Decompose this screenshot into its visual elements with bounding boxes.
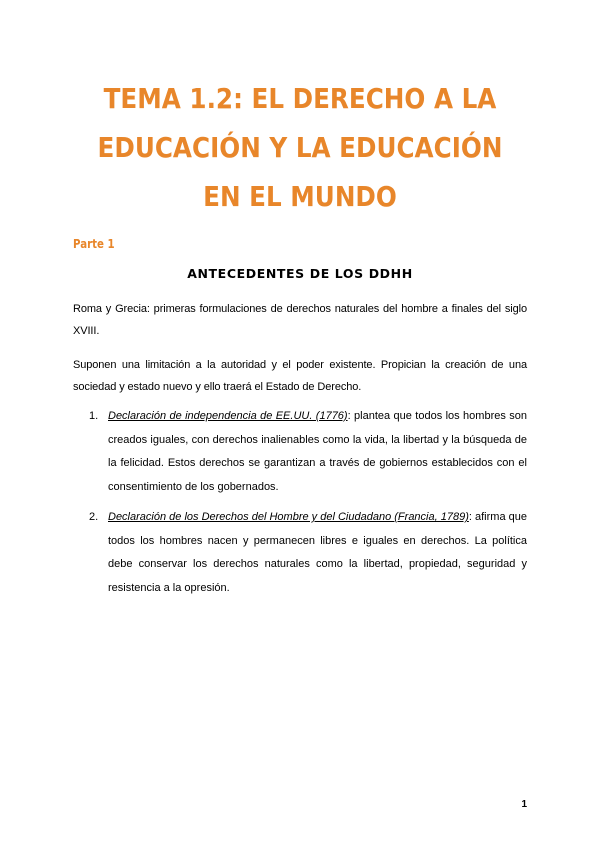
title-line-3: EN EL MUNDO bbox=[203, 180, 397, 213]
section-heading: ANTECEDENTES DE LOS DDHH bbox=[187, 266, 413, 281]
list-item-title: Declaración de independencia de EE.UU. (1776) bbox=[108, 410, 348, 422]
list-item-body bbox=[108, 506, 527, 600]
list-item bbox=[89, 506, 527, 600]
title-line-2: EDUCACIÓN Y LA EDUCACIÓN bbox=[97, 131, 503, 164]
list-item-title: Declaración de los Derechos del Hombre y del Ciudadano (Francia, 1789) bbox=[108, 511, 469, 523]
list-item-body bbox=[108, 405, 527, 499]
paragraph-2: Suponen una limitación a la autoridad y el poder existente. Propician la creación de una sociedad y estado nuevo y ello traerá el Estado de Derecho. bbox=[73, 359, 527, 393]
list-item-number: 2. bbox=[89, 511, 99, 523]
list-item-text: : afirma que todos los hombres nacen y permanecen libres e iguales en derechos. La política debe conservar los derechos naturales como la libertad, propiedad, seguridad y resistencia a la opresión. bbox=[108, 511, 527, 594]
list-item bbox=[89, 405, 527, 499]
paragraph-1: Roma y Grecia: primeras formulaciones de derechos naturales del hombre a finales del siglo XVIII. bbox=[73, 303, 527, 337]
page-number: 1 bbox=[521, 799, 527, 810]
list-item-number: 1. bbox=[89, 410, 99, 422]
document-title bbox=[89, 74, 511, 221]
part-label: Parte 1 bbox=[73, 237, 115, 251]
list-item-text: : plantea que todos los hombres son creados iguales, con derechos inalienables como la vida, la libertad y la búsqueda de la felicidad. Estos derechos se garantizan a través de gobiernos establecidos con el consentimiento de los gobernados. bbox=[108, 410, 527, 493]
title-line-1: TEMA 1.2: EL DERECHO A LA bbox=[103, 82, 497, 115]
